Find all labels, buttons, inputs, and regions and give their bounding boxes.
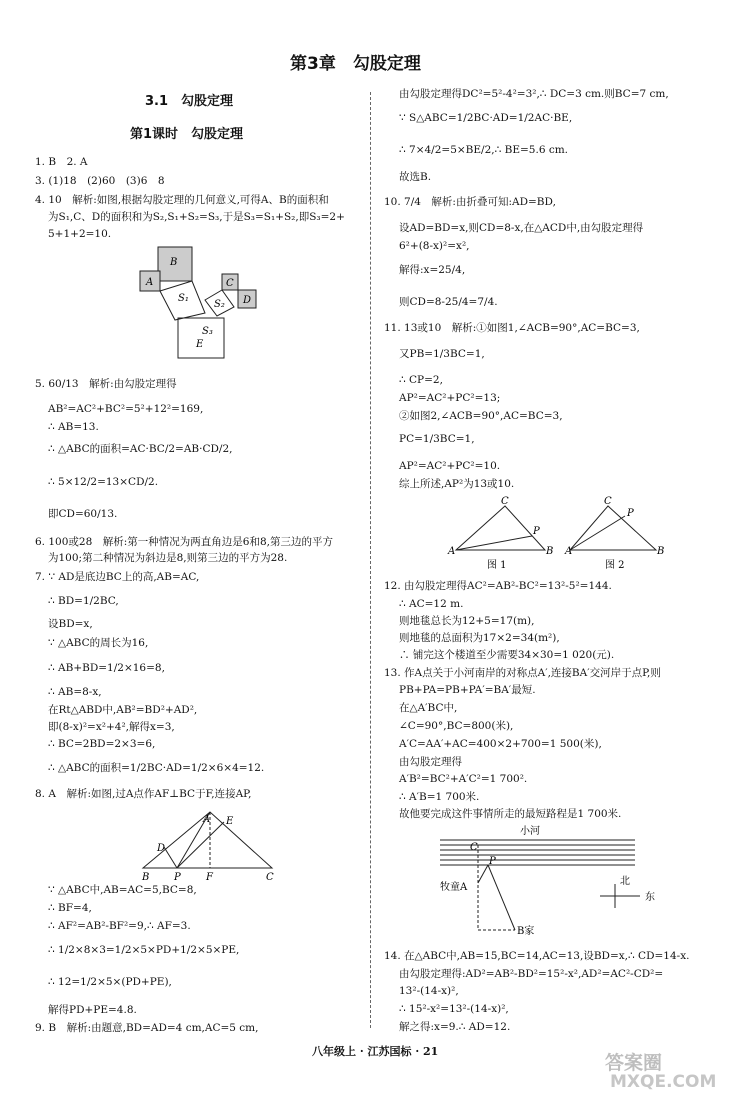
answer-line: ∵ S△ABC=1/2BC·AD=1/2AC·BE, <box>399 112 573 124</box>
answer-line: 为S₁,C、D的面积和为S₂,S₁+S₂=S₃,于是S₃=S₁+S₂,即S₃=2+ <box>48 211 345 223</box>
answer-line: ∵ △ABC中,AB=AC=5,BC=8, <box>48 884 197 896</box>
watermark-url: MXQE.COM <box>610 1072 717 1092</box>
river-label: 小河 <box>520 826 540 837</box>
label-s1: S₁ <box>178 293 189 304</box>
answer-line: ∵ △ABC的周长为16, <box>48 637 149 649</box>
label-a1: A <box>448 546 456 557</box>
label-e: E <box>226 816 234 827</box>
answer-line: 在Rt△ABD中,AB²=BD²+AD², <box>48 704 198 716</box>
answer-line: A′C=AA′+AC=400×2+700=1 500(米), <box>399 738 602 750</box>
answer-line: 3. (1)18 (2)60 (3)6 8 <box>35 175 165 187</box>
answer-line: 设BD=x, <box>48 618 93 630</box>
label-d: D <box>243 295 252 306</box>
lesson-title: 第1课时 勾股定理 <box>130 127 244 142</box>
label-a: A <box>203 814 211 825</box>
answer-line: ②如图2,∠ACB=90°,AC=BC=3, <box>399 410 563 422</box>
answer-line: ∴ AB=13. <box>48 421 99 433</box>
answer-line: 解得PD+PE=4.8. <box>48 1004 137 1016</box>
label-c: C <box>266 872 274 883</box>
answer-line: AP²=AC²+PC²=13; <box>399 392 501 404</box>
label-b1: B <box>546 546 554 557</box>
answer-line: ∴ 1/2×8×3=1/2×5×PD+1/2×5×PE, <box>48 944 240 956</box>
answer-line: AP²=AC²+PC²=10. <box>399 460 501 472</box>
answer-line: 13²-(14-x)², <box>399 985 459 997</box>
answer-line: ∴ 12=1/2×5×(PD+PE), <box>48 976 172 988</box>
answer-line: 4. 10 解析:如图,根据勾股定理的几何意义,可得A、B的面积和 <box>35 194 329 206</box>
answer-line: 则地毯的总面积为17×2=34(m²), <box>399 632 560 644</box>
answer-line: ∴ BD=1/2BC, <box>48 595 119 607</box>
answer-line: ∴ 7×4/2=5×BE/2,∴ BE=5.6 cm. <box>399 144 569 156</box>
answer-line: 故他要完成这件事情所走的最短路程是1 700米. <box>399 808 622 820</box>
segment-ap <box>478 865 488 883</box>
label-s2: S₂ <box>214 299 225 310</box>
answer-line: ∴ 15²-x²=13²-(14-x)², <box>399 1003 509 1015</box>
label-a: A <box>146 277 154 288</box>
label-herd: 牧童A <box>440 882 468 893</box>
answer-line: ∴ △ABC的面积=AC·BC/2=AB·CD/2, <box>48 443 233 455</box>
answer-line: 9. B 解析:由题意,BD=AD=4 cm,AC=5 cm, <box>35 1022 259 1034</box>
label-d: D <box>157 843 166 854</box>
answer-line: 解之得:x=9.∴ AD=12. <box>399 1021 511 1033</box>
label-f: F <box>206 872 213 883</box>
answer-line: ∴ BC=2BD=2×3=6, <box>48 738 156 750</box>
answer-line: ∠C=90°,BC=800(米), <box>399 720 514 732</box>
answer-line: AB²=AC²+BC²=5²+12²=169, <box>48 403 204 415</box>
answer-line: ∴ △ABC的面积=1/2BC·AD=1/2×6×4=12. <box>48 762 265 774</box>
answer-line: PB+PA=PB+PA′=BA′最短. <box>399 684 536 696</box>
answer-line: 5. 60/13 解析:由勾股定理得 <box>35 378 177 390</box>
answer-line: ∴ 5×12/2=13×CD/2. <box>48 476 159 488</box>
label-s3: S₃ <box>202 326 213 337</box>
chapter-title: 第3章 勾股定理 <box>290 54 421 74</box>
page-footer: 八年级上 · 江苏国标 · 21 <box>312 1045 439 1058</box>
answer-line: ∴ AB+BD=1/2×16=8, <box>48 662 165 674</box>
section-title: 3.1 勾股定理 <box>145 94 234 109</box>
label-c2: C <box>604 496 612 507</box>
answer-line: 由勾股定理得 <box>399 756 462 768</box>
answer-line: 6²+(8-x)²=x², <box>399 240 470 252</box>
answer-line: 由勾股定理得DC²=5²-4²=3²,∴ DC=3 cm.则BC=7 cm, <box>399 88 669 100</box>
label-c1: C <box>501 496 509 507</box>
label-p: P <box>174 872 181 883</box>
answer-line: 在△A′BC中, <box>399 702 458 714</box>
answer-line: 故选B. <box>399 171 432 183</box>
label-c: C <box>226 278 234 289</box>
compass-east: 东 <box>645 892 655 903</box>
answer-line: 又PB=1/3BC=1, <box>399 348 485 360</box>
answer-line: ∴ BF=4, <box>48 902 92 914</box>
label-e: E <box>196 339 204 350</box>
segment-pb <box>488 865 515 930</box>
answer-line: 设AD=BD=x,则CD=8-x,在△ACD中,由勾股定理得 <box>399 222 644 234</box>
answer-line: 为100;第二种情况为斜边是8,则第三边的平方为28. <box>48 552 288 564</box>
compass-north: 北 <box>620 876 630 887</box>
label-home: B家 <box>517 926 535 937</box>
label-p1: P <box>533 526 540 537</box>
answer-line: 则地毯总长为12+5=17(m), <box>399 615 535 627</box>
answer-line: 10. 7/4 解析:由折叠可知:AD=BD, <box>384 196 556 208</box>
answer-line: PC=1/3BC=1, <box>399 433 475 445</box>
answer-line: 1. B 2. A <box>35 156 88 168</box>
answer-line: ∴ AB=8-x, <box>48 686 102 698</box>
label-p: P <box>489 856 496 867</box>
answer-line: A′B²=BC²+A′C²=1 700². <box>399 773 528 785</box>
answer-line: ∴ AC=12 m. <box>399 598 464 610</box>
answer-line: 7. ∵ AD是底边BC上的高,AB=AC, <box>35 571 200 583</box>
caption-fig1: 图 1 <box>487 560 507 571</box>
answer-line: 5+1+2=10. <box>48 228 112 240</box>
answer-line: 综上所述,AP²为13或10. <box>399 478 515 490</box>
answer-line: ∴ A′B=1 700米. <box>399 791 480 803</box>
label-a2: A <box>565 546 573 557</box>
label-p2: P <box>627 508 634 519</box>
answer-line: 6. 100或28 解析:第一种情况为两直角边是6和8,第三边的平方 <box>35 536 333 548</box>
answer-line: 8. A 解析:如图,过A点作AF⊥BC于F,连接AP, <box>35 788 252 800</box>
label-b: B <box>170 257 178 268</box>
label-b2: B <box>657 546 665 557</box>
answer-line: 13. 作A点关于小河南岸的对称点A′,连接BA′交河岸于点P,则 <box>384 667 661 679</box>
answer-line: 即(8-x)²=x²+4²,解得x=3, <box>48 721 175 733</box>
watermark: 答案圈 <box>605 1052 663 1074</box>
answer-line: ∴ 铺完这个楼道至少需要34×30=1 020(元). <box>399 649 615 661</box>
label-b: B <box>142 872 150 883</box>
answer-line: 即CD=60/13. <box>48 508 118 520</box>
answer-line: 11. 13或10 解析:①如图1,∠ACB=90°,AC=BC=3, <box>384 322 640 334</box>
answer-line: 由勾股定理得:AD²=AB²-BD²=15²-x²,AD²=AC²-CD²= <box>399 968 664 980</box>
answer-line: 则CD=8-25/4=7/4. <box>399 296 498 308</box>
answer-line: 12. 由勾股定理得AC²=AB²-BC²=13²-5²=144. <box>384 580 612 592</box>
answer-line: ∴ CP=2, <box>399 374 443 386</box>
answer-line: ∴ AF²=AB²-BF²=9,∴ AF=3. <box>48 920 191 932</box>
label-c: C <box>470 842 478 853</box>
answer-line: 解得:x=25/4, <box>399 264 466 276</box>
answer-line: 14. 在△ABC中,AB=15,BC=14,AC=13,设BD=x,∴ CD=14-x. <box>384 950 690 962</box>
caption-fig2: 图 2 <box>605 560 625 571</box>
